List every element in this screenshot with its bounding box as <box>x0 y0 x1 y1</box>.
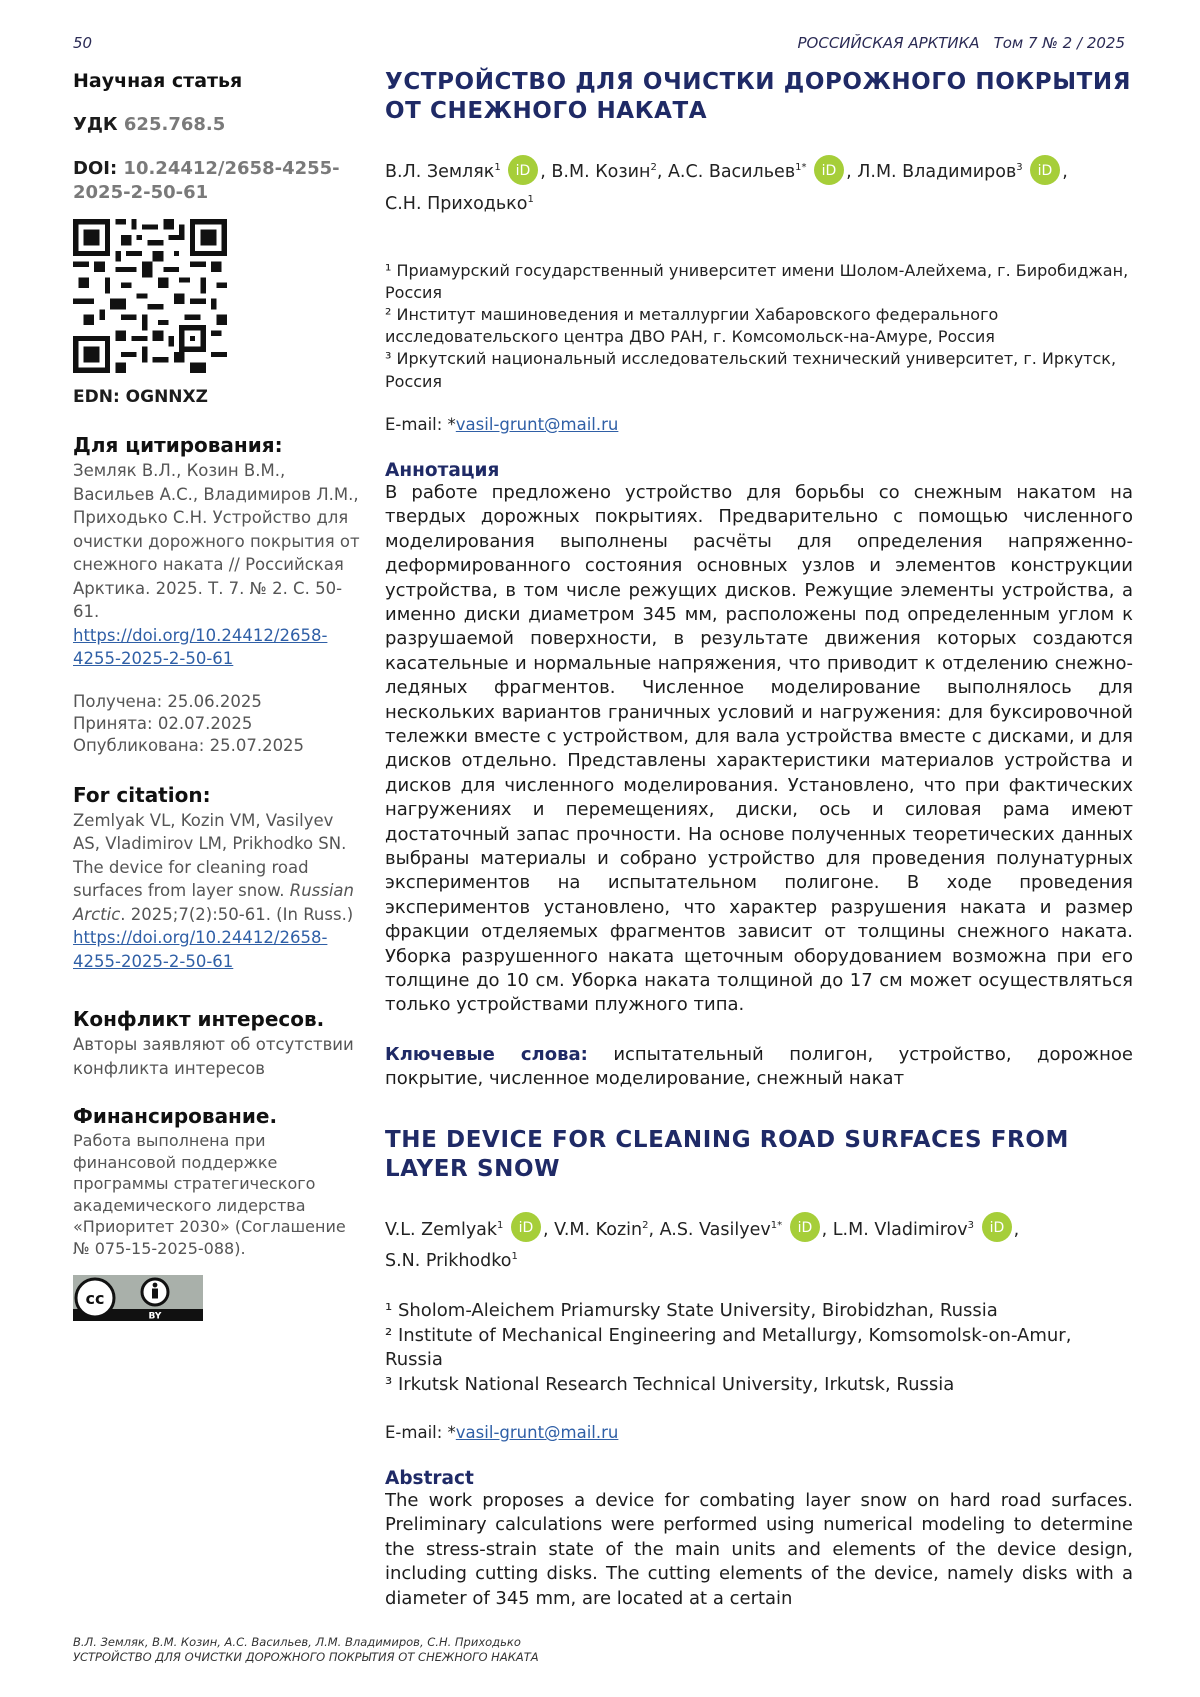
orcid-icon[interactable] <box>982 1212 1012 1242</box>
keywords-ru <box>385 1043 1133 1092</box>
article-title-en: THE DEVICE FOR CLEANING ROAD SURFACES FROM LAYER SNOW <box>385 1126 1069 1182</box>
author-name: , А.С. Васильев <box>656 161 796 182</box>
orcid-icon[interactable] <box>508 155 538 185</box>
cc-by-license-icon <box>73 1275 203 1321</box>
orcid-icon[interactable] <box>1030 155 1060 185</box>
citation-en-title: For citation: <box>73 782 211 807</box>
edn: EDN: OGNNXZ <box>73 387 208 407</box>
funding <box>73 1104 363 1259</box>
journal-name: РОССИЙСКАЯ АРКТИКА <box>797 34 980 52</box>
page-footer <box>73 1635 539 1665</box>
keywords-text: испытательный полигон, устройство, дорожное покрытие, численное моделирование, снежный накат <box>385 1043 1133 1090</box>
udk-label: УДК <box>73 114 118 135</box>
affiliation-sup: 3 <box>967 1219 975 1231</box>
email-label: E-mail: * <box>385 414 456 434</box>
license-label: BY <box>148 1311 162 1321</box>
article-title-ru: УСТРОЙСТВО ДЛЯ ОЧИСТКИ ДОРОЖНОГО ПОКРЫТИЯ ОТ СНЕЖНОГО НАКАТА <box>385 69 1132 124</box>
author-name: , В.М. Козин <box>540 161 651 182</box>
page-number: 50 <box>73 34 93 52</box>
date-received: Получена: 25.06.2025 <box>73 691 262 711</box>
doi <box>73 157 363 205</box>
affiliation: ² Institute of Mechanical Engineering and Metallurgy, Komsomolsk-on-Amur, Russia <box>385 1324 1072 1371</box>
abstract-title-ru: Аннотация <box>385 459 500 481</box>
svg-text:iD: iD <box>821 162 837 179</box>
doi-label: DOI: <box>73 158 118 179</box>
email-ru <box>385 415 1133 434</box>
citation-en-text-after: . 2025;7(2):50-61. (In Russ.) <box>120 904 354 924</box>
orcid-icon[interactable] <box>790 1212 820 1242</box>
affiliation-sup: 1 <box>497 1219 504 1231</box>
funding-title: Финансирование. <box>73 1104 278 1128</box>
udk-value: 625.768.5 <box>123 114 226 135</box>
citation-en <box>73 783 363 974</box>
keywords-label: Ключевые слова: <box>385 1043 588 1065</box>
affiliation: ¹ Sholom-Aleichem Priamursky State University, Birobidzhan, Russia <box>385 1300 998 1322</box>
date-accepted: Принята: 02.07.2025 <box>73 713 253 733</box>
affiliation: ³ Irkutsk National Research Technical University, Irkutsk, Russia <box>385 1373 955 1395</box>
orcid-icon[interactable] <box>511 1212 541 1242</box>
svg-text:iD: iD <box>989 1220 1004 1237</box>
authors-en <box>385 1212 1133 1276</box>
affiliation: ² Институт машиноведения и металлургии Хабаровского федерального исследовательского центра ДВО РАН, г. Комсомольск-на-Амуре, Россия <box>385 305 999 347</box>
abstract-title-en: Abstract <box>385 1467 474 1489</box>
conflict-text: Авторы заявляют об отсутствии конфликта интересов <box>73 1035 354 1078</box>
affiliation-sup: 1* <box>770 1219 783 1231</box>
affiliation-sup: 1 <box>511 1251 518 1263</box>
author-name: , A.S. Vasilyev <box>648 1219 771 1240</box>
affiliation-sup: 1 <box>494 162 501 173</box>
author-name: S.N. Prikhodko <box>385 1251 512 1272</box>
citation-ru-text: Земляк В.Л., Козин В.М., Васильев А.С., Владимиров Л.М., Приходько С.Н. Устройство для очистки дорожного покрытия от снежного наката // Российская Арктика. 2025. Т. 7. № 2. С. 50-61. <box>73 461 360 621</box>
doi-value[interactable]: 10.24412/2658-4255-2025-2-50-61 <box>73 158 340 203</box>
citation-ru <box>73 433 363 671</box>
author-name: , L.M. Vladimirov <box>821 1219 968 1240</box>
date-published: Опубликована: 25.07.2025 <box>73 735 305 755</box>
running-header <box>798 34 1126 52</box>
funding-text: Работа выполнена при финансовой поддержке программы стратегического академического лидерства «Приоритет 2030» (Соглашение № 075-15-2025-088). <box>73 1131 346 1258</box>
author-name: V.L. Zemlyak <box>385 1219 498 1240</box>
orcid-icon[interactable] <box>814 155 844 185</box>
article-dates <box>73 691 363 757</box>
svg-text:iD: iD <box>515 162 531 179</box>
author-name: , V.M. Kozin <box>543 1219 643 1240</box>
affiliations-en <box>385 1299 1133 1397</box>
affiliations-ru <box>385 260 1133 393</box>
citation-ru-title: Для цитирования: <box>73 433 283 457</box>
affiliation-sup: 2 <box>650 162 657 173</box>
svg-text:iD: iD <box>797 1220 813 1237</box>
author-name: С.Н. Приходько <box>385 193 528 214</box>
author-name: , Л.М. Владимиров <box>846 161 1017 182</box>
author-separator: , <box>1062 161 1068 182</box>
affiliation-sup: 1 <box>527 193 534 205</box>
email-link[interactable]: vasil-grunt@mail.ru <box>455 414 619 434</box>
affiliation-sup: 3 <box>1016 162 1023 173</box>
affiliation: ³ Иркутский национальный исследовательский технический университет, г. Иркутск, Россия <box>385 349 1117 391</box>
conflict-title: Конфликт интересов. <box>73 1007 325 1031</box>
email-en <box>385 1423 1133 1442</box>
abstract-ru: В работе предложено устройство для борьбы со снежным накатом на твердых дорожных покрытиях. Предварительно с помощью численного моделирования выполнены расчёты для определения напряженно-деформированного состояния основных узлов и элементов конструкции устройства, в том числе режущих дисков. Режущие элементы устройства, а именно диски диаметром 345 мм, расположены под определенным углом к разрушаемой поверхности, в результате движения которых создаются касательные и нормальные напряжения, что приводит к отделению снежно-ледяных фрагментов. Численное моделирование выполнялось для нескольких вариантов граничных условий и нагружения: для буксировочной тележки вместе с устройством, для вала устройства вместе с дисками, и для дисков отдельно. Представлены характеристики материалов устройства и дисков для численного моделирования. Установлено, что при фактических нагружениях и перемещениях, диски, ось и силовая рама имеют достаточный запас прочности. На основе полученных теоретических данных выбраны материалы и собрано устройство для проведения полунатурных экспериментов на испытательном полигоне. В ходе проведения экспериментов установлено, что характер разрушения наката и размер фракции отделяемых фрагментов зависит от толщины снежного наката. Уборка разрушенного наката щеточным оборудованием возможна при его толщине до 10 см. Уборка наката толщиной до 17 см может осуществляться только устройствами плужного типа. <box>385 481 1133 1016</box>
footer-title: УСТРОЙСТВО ДЛЯ ОЧИСТКИ ДОРОЖНОГО ПОКРЫТИЯ ОТ СНЕЖНОГО НАКАТА <box>73 1650 539 1664</box>
citation-en-link[interactable]: https://doi.org/10.24412/2658-4255-2025-2-50-61 <box>73 928 328 971</box>
left-column <box>73 70 363 1325</box>
udk <box>73 114 363 135</box>
email-link[interactable]: vasil-grunt@mail.ru <box>455 1422 619 1442</box>
abstract-en: The work proposes a device for combating layer snow on hard road surfaces. Preliminary calculations were performed using numerical modeling to determine the stress-strain state of the main units and elements of the device design, including cutting disks. The cutting elements of the device, namely disks with a diameter of 345 mm, are located at a certain <box>385 1489 1133 1609</box>
author-name: В.Л. Земляк <box>385 161 495 182</box>
affiliation-sup: 1* <box>795 162 807 173</box>
svg-text:cc: cc <box>85 1289 105 1308</box>
affiliation-sup: 2 <box>642 1219 649 1231</box>
qr-code <box>73 219 227 373</box>
citation-ru-link[interactable]: https://doi.org/10.24412/2658-4255-2025-2-50-61 <box>73 625 328 668</box>
affiliation: ¹ Приамурский государственный университет имени Шолом-Алейхема, г. Биробиджан, Россия <box>385 260 1129 302</box>
authors-ru <box>385 154 1133 218</box>
author-separator: , <box>1013 1219 1020 1240</box>
svg-text:iD: iD <box>518 1220 534 1237</box>
conflict-of-interest <box>73 1007 363 1080</box>
article-type: Научная статья <box>73 70 243 92</box>
journal-volume: Том 7 № 2 / 2025 <box>993 34 1125 52</box>
email-label: E-mail: * <box>385 1422 456 1442</box>
citation-en-text: Zemlyak VL, Kozin VM, Vasilyev AS, Vladimirov LM, Prikhodko SN. The device for cleaning road surfaces from layer snow. <box>73 810 347 900</box>
citation-en-journal: Russian Arctic <box>73 881 355 924</box>
right-column <box>385 68 1133 1611</box>
svg-text:iD: iD <box>1037 162 1053 179</box>
footer-authors: В.Л. Земляк, В.М. Козин, А.С. Васильев, Л.М. Владимиров, С.Н. Приходько <box>73 1635 521 1649</box>
